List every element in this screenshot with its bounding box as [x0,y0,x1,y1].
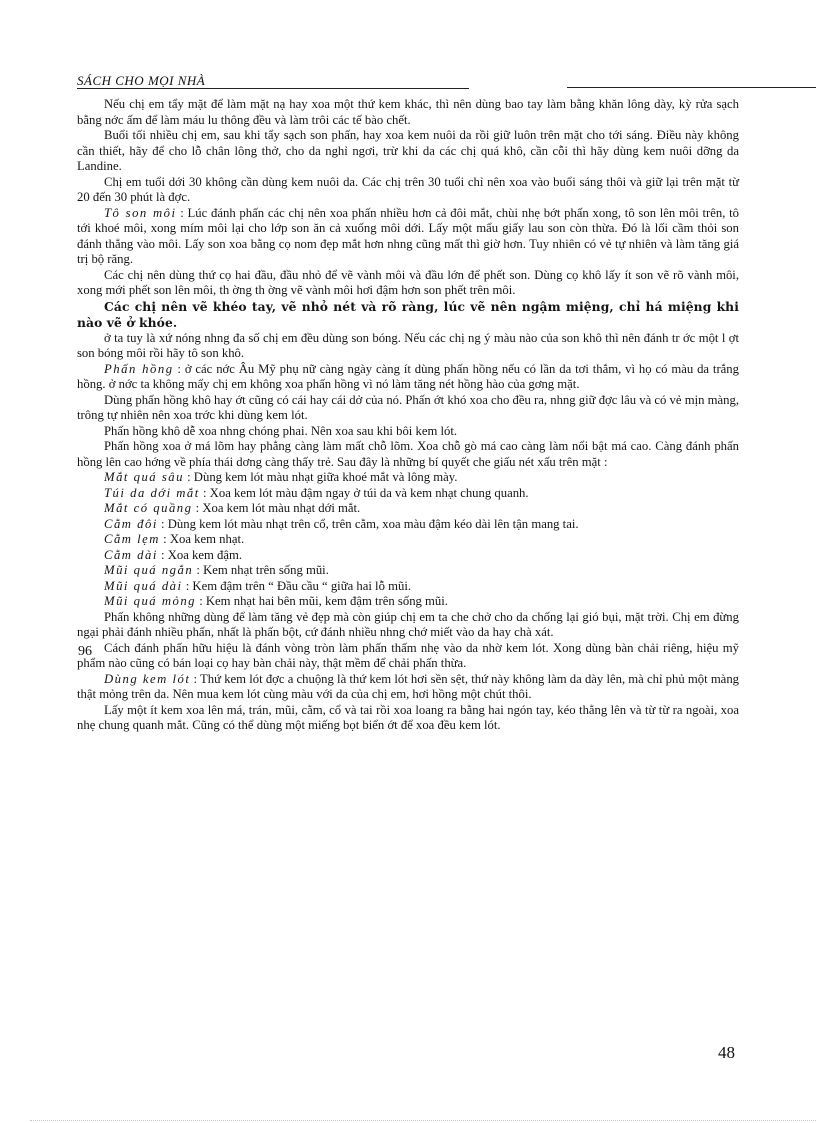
term-heading: Mũi quá ngắn [104,563,194,577]
paragraph: Lấy một ít kem xoa lên má, trán, mũi, cằm, cổ và tai rồi xoa loang ra bằng hai ngón tay, kéo thẳng lên và từ từ ra ngoài, xoa nhẹ chung quanh mắt. Cũng có thể dùng một miếng bọt biển ớt để xoa đều kem lót. [77,702,739,732]
term-heading: Mũi quá mỏng [104,594,197,608]
bold-paragraph: Các chị nên vẽ khéo tay, vẽ nhỏ nét và rõ ràng, lúc vẽ nên ngậm miệng, chỉ há miệng khi nào vẽ ở khóe. [77,298,739,330]
page-number: 48 [718,1043,735,1062]
paragraph-text: : Xoa kem lót màu đậm ngay ở túi da và kem nhạt chung quanh. [199,485,529,500]
term-heading: Cằm lẹm [104,532,160,546]
margin-page-number: 96 [78,644,92,659]
paragraph [77,517,739,533]
paragraph-text: : Xoa kem lót màu nhạt dới mắt. [192,501,361,515]
paragraph-text: : Dùng kem lót màu nhạt trên cổ, trên cằm, xoa màu đậm kéo dài lên tận mang tai. [157,516,579,531]
term-heading: Túi da dới mắt [104,485,200,500]
paragraph [77,548,739,564]
header-rule-left [77,72,469,89]
paragraph [77,579,739,595]
paragraph: Các chị nên dùng thứ cọ hai đầu, đầu nhỏ để vẽ vành môi và đầu lớn để phết son. Dùng cọ khô lấy ít son vẽ rõ vành môi, xong mới phết son lên môi, th ờng th ờng vẽ vành môi hơi đậm hơn son phết trên môi. [77,267,739,297]
paragraph-text: : Xoa kem đậm. [157,547,243,562]
paragraph [77,532,739,548]
body-text [77,97,739,734]
paragraph-text: : Kem nhạt hai bên mũi, kem đậm trên sống mũi. [196,594,448,608]
term-heading: Mũi quá dài [104,578,183,593]
paragraph: Phấn không những dùng để làm tăng vẻ đẹp mà còn giúp chị em ta che chở cho da chống lại gió bụi, mặt trời. Chị em đừng ngại phải đánh nhiều phấn, nhất là phấn bột, cứ đánh nhiều nhng chớ miết vào da hay chà xát. [77,609,739,639]
paragraph-text: : Kem đậm trên “ Đầu cầu “ giữa hai lỗ mũi. [182,578,412,593]
paragraph [77,486,739,502]
paragraph-text: : Xoa kem nhạt. [159,532,245,546]
paragraph [77,206,739,268]
paragraph: Phấn hồng khô dễ xoa nhng chóng phai. Nên xoa sau khi bôi kem lót. [104,423,458,438]
paragraph: Buổi tối nhiều chị em, sau khi tẩy sạch son phấn, hay xoa kem nuôi da rồi giữ luôn trên mặt cho tới sáng. Điều này không cần thiết, hãy để cho lỗ chân lông thở, cho da nghỉ ngơi, trừ khi da các chị quá khô, cần cỗi thì hãy dùng kem nuôi dỡng da Landine. [77,128,739,173]
paragraph [77,594,739,610]
paragraph: ở ta tuy là xứ nóng nhng đa số chị em đều dùng son bóng. Nếu các chị ng ý màu nào của son khô thì nên đánh tr ớc một l ợt son bóng môi rồi hãy tô son khô. [77,330,739,360]
paragraph-text: : Kem nhạt trên sống mũi. [193,563,329,577]
paragraph [77,672,739,703]
paragraph: Cách đánh phấn hữu hiệu là đánh vòng tròn làm phấn thấm nhẹ vào da nhờ kem lót. Xong dùng bàn chải riêng, hiệu mỹ phẩm nào cũng có bán loại cọ hay bàn chải này, thật mềm để chải phấn thừa. [77,640,739,670]
running-header-title: SÁCH CHO MỌI NHÀ [77,73,206,88]
paragraph-text: : Dùng kem lót màu nhạt giữa khoé mắt và lông mày. [183,470,458,484]
paragraph: Dùng phấn hồng khô hay ớt cũng có cái hay cái dở của nó. Phấn ớt khó xoa cho đều ra, nhng giữ đợc lâu và có vẻ mịn màng, trông tự nhiên nên xoa trớc khi dùng kem lót. [77,392,739,422]
paragraph: Phấn hồng xoa ở má lõm hay phẳng càng làm mất chỗ lõm. Xoa chỗ gò má cao càng làm nổi bật má cao. Càng đánh phấn hồng lên cao hớng về phía thái dơng càng thấy trẻ. Sau đây là những bí quyết che giấu nét xấu trên mặt : [77,439,739,469]
term-heading: Cằm đôi [104,516,158,531]
paragraph-text: : Thứ kem lót đợc a chuộng là thứ kem lót hơi sền sệt, thứ này không làm da dày lên, mà chỉ phủ một màng thật mỏng trên da. Nên mua kem lót cùng màu với da của chị em, hơi hồng một chút thôi. [77,671,740,701]
paragraph-text: : ở các nớc Âu Mỹ phụ nữ càng ngày càng ít dùng phấn hồng nếu có lần da tơi thắm, vì họ có màu da trắng hồng. ở nớc ta không mấy chị em không xoa phấn hồng vì nó làm tăng nét hồng hào của gơng mặt. [77,361,739,391]
paragraph [77,563,739,579]
paragraph: Chị em tuổi dới 30 không cần dùng kem nuôi da. Các chị trên 30 tuổi chỉ nên xoa vào buổi sáng thôi và giữ lại trên mặt từ 20 đến 30 phút là đợc. [77,174,739,204]
header-rule-right [567,87,816,88]
term-heading: Mắt có quầng [104,501,193,515]
footer-divider [30,1120,816,1121]
term-heading: Cằm dài [104,547,158,562]
term-heading: Mắt quá sâu [104,470,184,484]
term-heading: Tô son môi [104,205,177,220]
paragraph [77,501,739,517]
paragraph [77,362,739,393]
term-heading: Dùng kem lót [104,671,191,686]
term-heading: Phấn hồng [104,361,174,376]
paragraph: Nếu chị em tẩy mặt để làm mặt nạ hay xoa một thứ kem khác, thì nên dùng bao tay làm bằng khăn lông dày, kỳ rửa sạch bằng nớc ấm để làm máu lu thông đều và làm trôi các tế bào chết. [77,97,739,127]
paragraph-text: : Lúc đánh phấn các chị nên xoa phấn nhiều hơn cả đôi mắt, chùi nhẹ bớt phấn xong, tô son lên môi trên, tô tới khoé môi, xong mím môi lại cho lớp son ăn cả xuống môi dới. Lấy một mẩu giấy lau son còn thừa. Đó là lối cầm thỏi son đánh thẳng vào môi. Lấy son xoa bằng cọ nom đẹp mắt hơn nhng cũng mất thì giờ hơn. Tuy nhiên có vẻ tự nhiên và làm tăng giá trị bộ răng. [77,205,739,266]
paragraph [77,470,739,486]
